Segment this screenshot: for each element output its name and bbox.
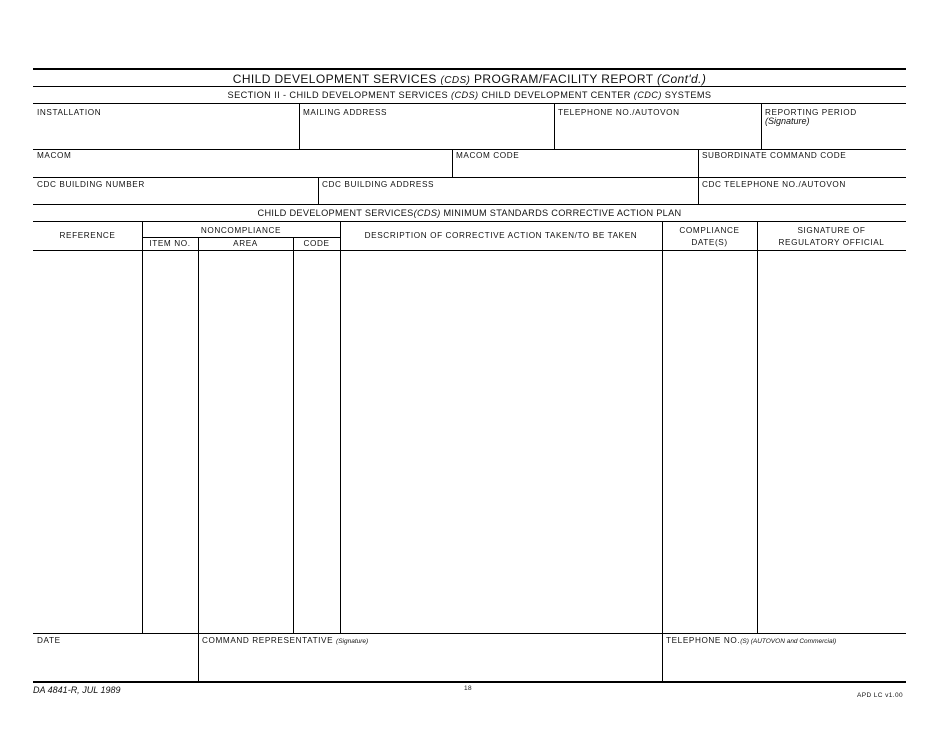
form-identifier: DA 4841-R, JUL 1989	[33, 685, 121, 695]
cdc-building-address-label: CDC BUILDING ADDRESS	[322, 180, 435, 189]
divider-r3-b	[698, 177, 699, 204]
code-column-area[interactable]	[295, 252, 339, 632]
divider-r1-b	[554, 103, 555, 149]
divider-r1-a	[299, 103, 300, 149]
installation-field[interactable]	[34, 118, 298, 148]
macom-code-label: MACOM CODE	[456, 151, 520, 160]
macom-label: MACOM	[37, 151, 72, 160]
rule-under-plan-title	[33, 221, 906, 222]
telephone-field[interactable]	[556, 118, 760, 148]
signature-header-line2: REGULATORY OFFICIAL	[778, 238, 885, 247]
reference-column-area[interactable]	[34, 252, 141, 632]
bottom-telephone-field[interactable]	[664, 646, 905, 680]
item-no-header: ITEM NO.	[149, 239, 191, 248]
col-div-compliance	[757, 221, 758, 633]
rule-under-row1	[33, 149, 906, 150]
cdc-building-number-field[interactable]	[34, 190, 317, 203]
item-no-column-area[interactable]	[144, 252, 197, 632]
col-div-area	[293, 237, 294, 633]
macom-code-field[interactable]	[454, 161, 697, 176]
divider-r1-c	[761, 103, 762, 149]
divider-bottom-b	[662, 633, 663, 681]
section-heading: SECTION II - CHILD DEVELOPMENT SERVICES (CDS) CHILD DEVELOPMENT CENTER (CDC) SYSTEMS	[227, 90, 712, 100]
col-div-item	[198, 237, 199, 633]
compliance-date-column-area[interactable]	[664, 252, 756, 632]
reporting-period-field[interactable]	[763, 127, 905, 148]
bottom-thick-rule	[33, 681, 906, 683]
col-div-reference	[142, 221, 143, 633]
divider-r3-a	[318, 177, 319, 204]
cdc-building-address-field[interactable]	[320, 190, 697, 203]
command-representative-field[interactable]	[200, 646, 661, 680]
subordinate-command-code-field[interactable]	[700, 161, 905, 176]
date-label: DATE	[37, 636, 61, 645]
top-thick-rule	[33, 68, 906, 70]
date-field[interactable]	[34, 646, 197, 680]
form-title: CHILD DEVELOPMENT SERVICES (CDS) PROGRAM/FACILITY REPORT (Cont'd.)	[232, 72, 707, 86]
cdc-building-number-label: CDC BUILDING NUMBER	[37, 180, 145, 189]
cdc-telephone-field[interactable]	[700, 190, 905, 203]
compliance-header-line2: DATE(S)	[691, 238, 728, 247]
corrective-action-plan-heading: CHILD DEVELOPMENT SERVICES(CDS) MINIMUM STANDARDS CORRECTIVE ACTION PLAN	[257, 208, 682, 218]
signature-column-area[interactable]	[759, 252, 905, 632]
reference-header: REFERENCE	[59, 231, 116, 240]
page-number: 18	[464, 685, 473, 692]
noncompliance-header: NONCOMPLIANCE	[200, 226, 282, 235]
description-header: DESCRIPTION OF CORRECTIVE ACTION TAKEN/TO BE TAKEN	[364, 231, 638, 240]
area-header: AREA	[233, 239, 258, 248]
code-header: CODE	[303, 239, 330, 248]
rule-under-row3	[33, 204, 906, 205]
cdc-telephone-label: CDC TELEPHONE NO./AUTOVON	[702, 180, 846, 189]
divider-r2-a	[452, 149, 453, 177]
col-div-code	[340, 221, 341, 633]
reporting-period-label: REPORTING PERIOD	[765, 108, 857, 117]
rule-under-section	[33, 103, 906, 104]
command-representative-label: COMMAND REPRESENTATIVE (Signature)	[202, 636, 369, 645]
rule-noncompliance-split	[142, 237, 341, 238]
divider-r2-b	[698, 149, 699, 177]
description-column-area[interactable]	[342, 252, 661, 632]
rule-under-row2	[33, 177, 906, 178]
bottom-telephone-label: TELEPHONE NO.(S) (AUTOVON and Commercial)	[666, 636, 837, 645]
mailing-address-field[interactable]	[301, 118, 553, 148]
col-div-description	[662, 221, 663, 633]
signature-header-line1: SIGNATURE OF	[797, 226, 866, 235]
version-label: APD LC v1.00	[857, 692, 903, 699]
rule-under-title	[33, 86, 906, 87]
installation-label: INSTALLATION	[37, 108, 102, 117]
rule-under-table-header	[33, 250, 906, 251]
rule-above-bottom-row	[33, 633, 906, 634]
divider-bottom-a	[198, 633, 199, 681]
compliance-header-line1: COMPLIANCE	[679, 226, 740, 235]
macom-field[interactable]	[34, 161, 451, 176]
subordinate-command-code-label: SUBORDINATE COMMAND CODE	[702, 151, 847, 160]
telephone-label: TELEPHONE NO./AUTOVON	[558, 108, 680, 117]
reporting-period-sublabel: (Signature)	[765, 116, 810, 126]
mailing-address-label: MAILING ADDRESS	[303, 108, 388, 117]
area-column-area[interactable]	[200, 252, 292, 632]
